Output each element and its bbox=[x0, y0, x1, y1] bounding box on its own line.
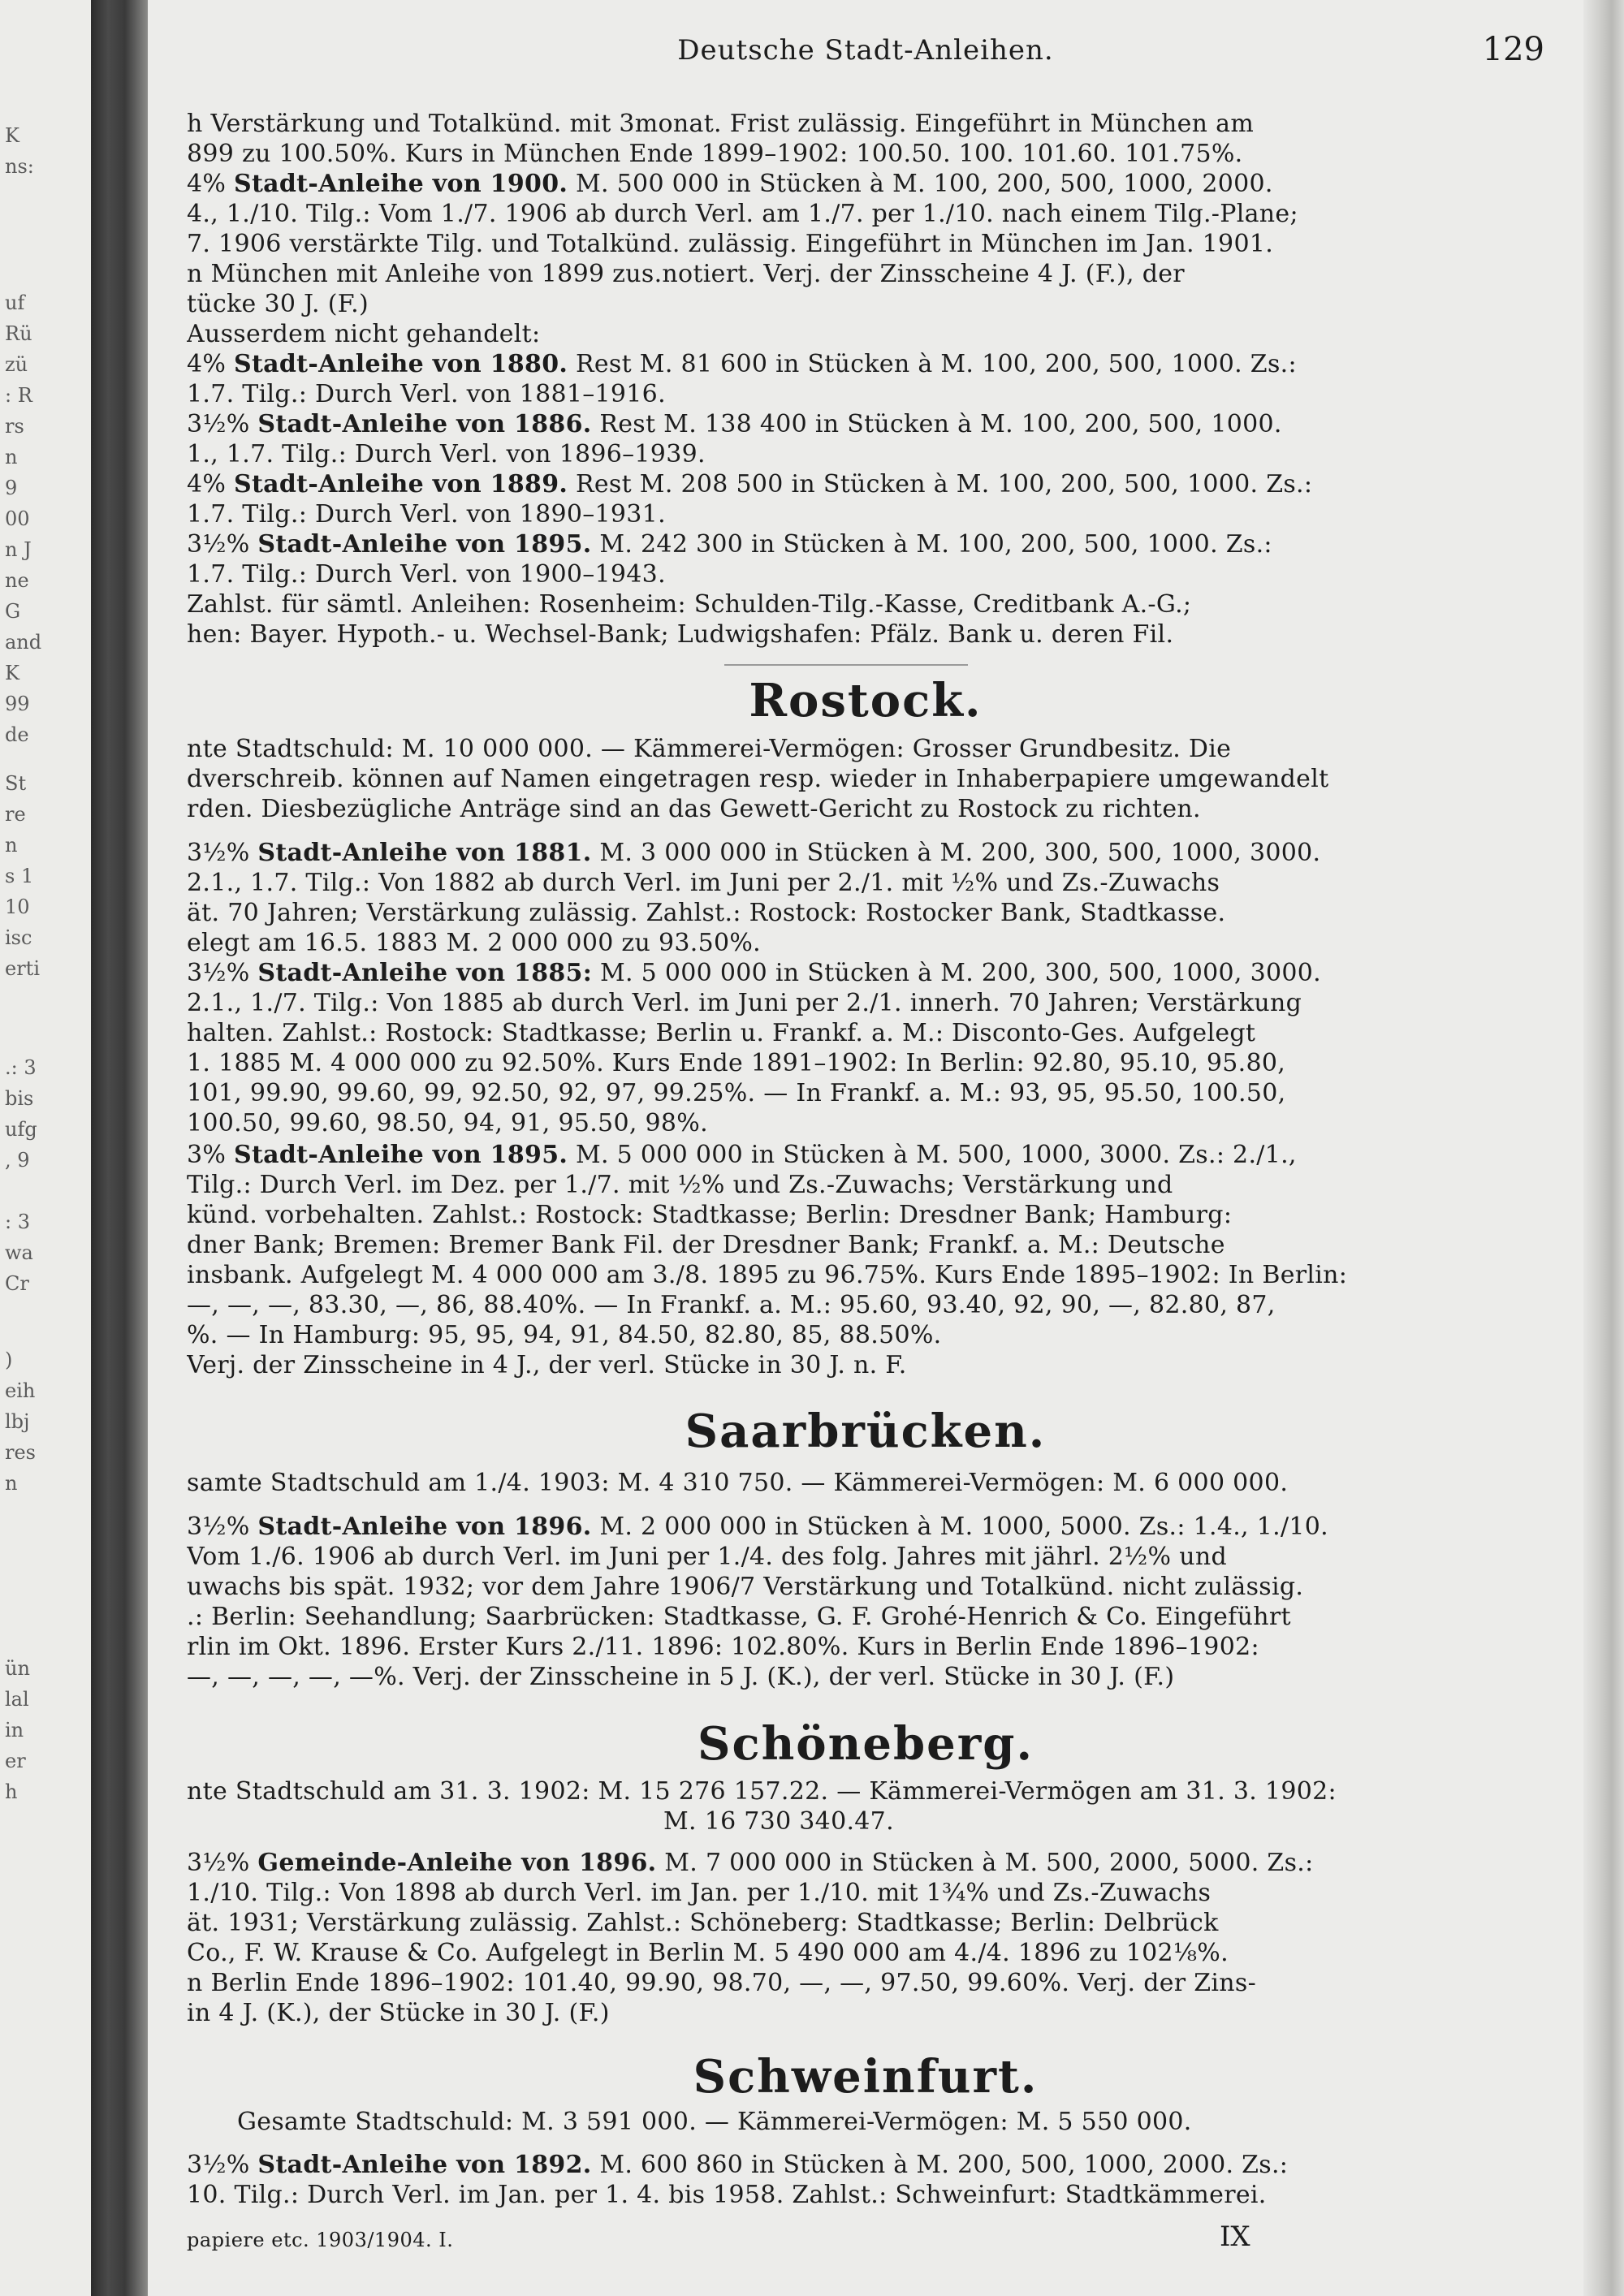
facing-page-text: 00 bbox=[5, 507, 30, 530]
signature-mark: IX bbox=[1220, 2220, 1250, 2253]
interest-rate: 3½% bbox=[187, 1849, 258, 1877]
facing-page-text: er bbox=[5, 1750, 26, 1772]
text-line: elegt am 16.5. 1883 M. 2 000 000 zu 93.50%. bbox=[187, 929, 762, 957]
text-line: 4., 1./10. Tilg.: Vom 1./7. 1906 ab durch Verl. am 1./7. per 1./10. nach einem Tilg.-Plane; bbox=[187, 200, 1298, 228]
text-line: halten. Zahlst.: Rostock: Stadtkasse; Berlin u. Frankf. a. M.: Disconto-Ges. Aufgelegt bbox=[187, 1019, 1256, 1047]
facing-page-text: and bbox=[5, 631, 42, 654]
facing-page-text: Cr bbox=[5, 1272, 29, 1295]
bond-details: M. 2 000 000 in Stücken à M. 1000, 5000. Zs.: 1.4., 1./10. bbox=[591, 1513, 1328, 1541]
facing-page-text: 99 bbox=[5, 693, 30, 715]
interest-rate: 3½% bbox=[187, 959, 258, 987]
section-heading-schweinfurt: Schweinfurt. bbox=[693, 2050, 1039, 2104]
text-line: n München mit Anleihe von 1899 zus.notiert. Verj. der Zinsscheine 4 J. (F.), der bbox=[187, 260, 1185, 288]
text-line: 1. 1885 M. 4 000 000 zu 92.50%. Kurs Ende 1891–1902: In Berlin: 92.80, 95.10, 95.80, bbox=[187, 1049, 1286, 1077]
text-line: in 4 J. (K.), der Stücke in 30 J. (F.) bbox=[187, 1999, 610, 2027]
text-line: %. — In Hamburg: 95, 95, 94, 91, 84.50, 82.80, 85, 88.50%. bbox=[187, 1321, 942, 1349]
running-title: Deutsche Stadt-Anleihen. bbox=[677, 34, 1054, 67]
text-line: Verj. der Zinsscheine in 4 J., der verl. Stücke in 30 J. n. F. bbox=[187, 1351, 907, 1379]
text-line: 2.1., 1./7. Tilg.: Von 1885 ab durch Verl. im Juni per 2./1. innerh. 70 Jahren; Verstärkung bbox=[187, 989, 1302, 1017]
book-page bbox=[148, 0, 1583, 2296]
section-heading-saarbruecken: Saarbrücken. bbox=[685, 1405, 1047, 1458]
bond-entry-line bbox=[187, 349, 1437, 379]
text-line: hen: Bayer. Hypoth.- u. Wechsel-Bank; Ludwigshafen: Pfälz. Bank u. deren Fil. bbox=[187, 620, 1174, 649]
footer-imprint: papiere etc. 1903/1904. I. bbox=[187, 2229, 454, 2251]
bond-entry-line bbox=[187, 1848, 1437, 1878]
facing-page-text: ) bbox=[5, 1349, 13, 1371]
facing-page-text: res bbox=[5, 1441, 36, 1464]
interest-rate: 4% bbox=[187, 470, 235, 498]
facing-page-text: ne bbox=[5, 569, 29, 592]
text-line: rden. Diesbezügliche Anträge sind an das Gewett-Gericht zu Rostock zu richten. bbox=[187, 795, 1201, 823]
text-line: tücke 30 J. (F.) bbox=[187, 290, 369, 318]
bond-entry-line bbox=[187, 1512, 1437, 1542]
facing-page-text: : R bbox=[5, 384, 32, 407]
text-line: M. 16 730 340.47. bbox=[663, 1807, 894, 1836]
facing-page-text: s 1 bbox=[5, 865, 34, 887]
facing-page-text: : 3 bbox=[5, 1211, 30, 1233]
facing-page-text: K bbox=[5, 662, 19, 684]
text-line: dner Bank; Bremen: Bremer Bank Fil. der Dresdner Bank; Frankf. a. M.: Deutsche bbox=[187, 1231, 1225, 1259]
bond-details: M. 5 000 000 in Stücken à M. 500, 1000, 3000. Zs.: 2./1., bbox=[568, 1141, 1297, 1169]
section-rule bbox=[724, 664, 968, 666]
bond-title: Stadt-Anleihe von 1885: bbox=[257, 959, 593, 987]
text-line: rlin im Okt. 1896. Erster Kurs 2./11. 1896: 102.80%. Kurs in Berlin Ende 1896–1902: bbox=[187, 1633, 1259, 1661]
text-line: 10. Tilg.: Durch Verl. im Jan. per 1. 4. bis 1958. Zahlst.: Schweinfurt: Stadtkämmerei. bbox=[187, 2181, 1267, 2209]
text-line: 1.7. Tilg.: Durch Verl. von 1900–1943. bbox=[187, 560, 666, 589]
bond-title: Stadt-Anleihe von 1895. bbox=[257, 530, 592, 559]
interest-rate: 3½% bbox=[187, 1513, 258, 1541]
interest-rate: 4% bbox=[187, 350, 235, 378]
interest-rate: 3% bbox=[187, 1141, 235, 1169]
bond-entry-line bbox=[187, 2150, 1437, 2180]
text-line: n Berlin Ende 1896–1902: 101.40, 99.90, 98.70, —, —, 97.50, 99.60%. Verj. der Zins- bbox=[187, 1969, 1257, 1997]
bond-title: Stadt-Anleihe von 1900. bbox=[234, 170, 568, 198]
facing-page-text: lbj bbox=[5, 1410, 30, 1433]
facing-page-text: 10 bbox=[5, 896, 30, 918]
facing-page-text: n J bbox=[5, 538, 32, 561]
text-line: h Verstärkung und Totalkünd. mit 3monat. Frist zulässig. Eingeführt in München am bbox=[187, 110, 1255, 138]
bond-details: M. 7 000 000 in Stücken à M. 500, 2000, 5000. Zs.: bbox=[656, 1849, 1314, 1877]
facing-page-text: de bbox=[5, 723, 29, 746]
text-line: 2.1., 1.7. Tilg.: Von 1882 ab durch Verl. im Juni per 2./1. mit ½% und Zs.-Zuwachs bbox=[187, 869, 1220, 897]
text-line: ät. 70 Jahren; Verstärkung zulässig. Zahlst.: Rostock: Rostocker Bank, Stadtkasse. bbox=[187, 899, 1226, 927]
facing-page-text: K bbox=[5, 124, 19, 147]
facing-page-text: .: 3 bbox=[5, 1056, 37, 1079]
text-line: 1., 1.7. Tilg.: Durch Verl. von 1896–1939. bbox=[187, 440, 706, 468]
text-line: —, —, —, —, —%. Verj. der Zinsscheine in 5 J. (K.), der verl. Stücke in 30 J. (F.) bbox=[187, 1663, 1175, 1691]
text-line: .: Berlin: Seehandlung; Saarbrücken: Stadtkasse, G. F. Grohé-Henrich & Co. Eingeführt bbox=[187, 1603, 1291, 1631]
bond-title: Stadt-Anleihe von 1889. bbox=[234, 470, 568, 498]
bond-entry-line bbox=[187, 469, 1437, 499]
text-line: dverschreib. können auf Namen eingetragen resp. wieder in Inhaberpapiere umgewandelt bbox=[187, 765, 1329, 793]
bond-details: Rest M. 81 600 in Stücken à M. 100, 200, 500, 1000. Zs.: bbox=[568, 350, 1297, 378]
interest-rate: 3½% bbox=[187, 410, 258, 438]
text-line: Zahlst. für sämtl. Anleihen: Rosenheim: Schulden-Tilg.-Kasse, Creditbank A.-G.; bbox=[187, 590, 1192, 619]
interest-rate: 3½% bbox=[187, 839, 258, 867]
text-line: 7. 1906 verstärkte Tilg. und Totalkünd. zulässig. Eingeführt in München im Jan. 1901. bbox=[187, 230, 1274, 258]
bond-entry-line bbox=[187, 1140, 1437, 1170]
text-line: uwachs bis spät. 1932; vor dem Jahre 1906/7 Verstärkung und Totalkünd. nicht zulässig. bbox=[187, 1573, 1304, 1601]
text-line: Tilg.: Durch Verl. im Dez. per 1./7. mit ½% und Zs.-Zuwachs; Verstärkung und bbox=[187, 1171, 1173, 1199]
text-line: nte Stadtschuld: M. 10 000 000. — Kämmerei-Vermögen: Grosser Grundbesitz. Die bbox=[187, 735, 1232, 763]
interest-rate: 3½% bbox=[187, 530, 258, 559]
bond-details: M. 600 860 in Stücken à M. 200, 500, 1000, 2000. Zs.: bbox=[591, 2151, 1289, 2179]
text-line: insbank. Aufgelegt M. 4 000 000 am 3./8. 1895 zu 96.75%. Kurs Ende 1895–1902: In Berlin: bbox=[187, 1261, 1348, 1289]
facing-page-text: St bbox=[5, 772, 27, 795]
bond-entry-line bbox=[187, 409, 1437, 439]
facing-page-text: lal bbox=[5, 1688, 29, 1711]
text-line: nte Stadtschuld am 31. 3. 1902: M. 15 276 157.22. — Kämmerei-Vermögen am 31. 3. 1902: bbox=[187, 1777, 1337, 1806]
facing-page-text: n bbox=[5, 446, 18, 468]
bond-details: M. 500 000 in Stücken à M. 100, 200, 500, 1000, 2000. bbox=[568, 170, 1273, 198]
facing-page-text: ns: bbox=[5, 155, 34, 178]
facing-page-text: zü bbox=[5, 353, 28, 376]
text-line: 899 zu 100.50%. Kurs in München Ende 1899–1902: 100.50. 100. 101.60. 101.75%. bbox=[187, 140, 1243, 168]
bond-title: Gemeinde-Anleihe von 1896. bbox=[257, 1849, 657, 1877]
facing-page-text: wa bbox=[5, 1241, 33, 1264]
facing-page-text: re bbox=[5, 803, 26, 826]
facing-page-text: in bbox=[5, 1719, 24, 1741]
interest-rate: 3½% bbox=[187, 2151, 258, 2179]
bond-title: Stadt-Anleihe von 1881. bbox=[257, 839, 592, 867]
running-head bbox=[148, 31, 1583, 68]
text-line: —, —, —, 83.30, —, 86, 88.40%. — In Frankf. a. M.: 95.60, 93.40, 92, 90, —, 82.80, 87, bbox=[187, 1291, 1276, 1319]
bond-entry-line bbox=[187, 529, 1437, 559]
text-line: Co., F. W. Krause & Co. Aufgelegt in Berlin M. 5 490 000 am 4./4. 1896 zu 102⅛%. bbox=[187, 1939, 1229, 1967]
bond-details: M. 5 000 000 in Stücken à M. 200, 300, 500, 1000, 3000. bbox=[592, 959, 1321, 987]
text-line: Gesamte Stadtschuld: M. 3 591 000. — Kämmerei-Vermögen: M. 5 550 000. bbox=[237, 2108, 1192, 2136]
facing-page-text: isc bbox=[5, 926, 32, 949]
text-line: Ausserdem nicht gehandelt: bbox=[187, 320, 541, 348]
text-line: 100.50, 99.60, 98.50, 94, 91, 95.50, 98%. bbox=[187, 1109, 708, 1137]
page-edge bbox=[1583, 0, 1624, 2296]
bond-details: M. 3 000 000 in Stücken à M. 200, 300, 500, 1000, 3000. bbox=[591, 839, 1321, 867]
facing-page-text: 9 bbox=[5, 477, 18, 499]
facing-page-text: ufg bbox=[5, 1118, 37, 1141]
facing-page-text: bis bbox=[5, 1087, 34, 1110]
bond-entry-line bbox=[187, 958, 1437, 988]
bond-details: Rest M. 138 400 in Stücken à M. 100, 200, 500, 1000. bbox=[591, 410, 1282, 438]
text-line: Vom 1./6. 1906 ab durch Verl. im Juni per 1./4. des folg. Jahres mit jährl. 2½% und bbox=[187, 1543, 1227, 1571]
facing-page-text: n bbox=[5, 834, 18, 857]
bond-title: Stadt-Anleihe von 1895. bbox=[234, 1141, 568, 1169]
text-line: 1.7. Tilg.: Durch Verl. von 1881–1916. bbox=[187, 380, 666, 408]
facing-page-text: eih bbox=[5, 1379, 36, 1402]
facing-page-text: h bbox=[5, 1780, 18, 1803]
facing-page-text: n bbox=[5, 1472, 18, 1495]
text-line: ät. 1931; Verstärkung zulässig. Zahlst.: Schöneberg: Stadtkasse; Berlin: Delbrück bbox=[187, 1909, 1219, 1937]
facing-page-text: G bbox=[5, 600, 21, 623]
bond-title: Stadt-Anleihe von 1892. bbox=[257, 2151, 592, 2179]
facing-page-text: Rü bbox=[5, 322, 32, 345]
page-number: 129 bbox=[1482, 31, 1544, 68]
facing-page-text: , 9 bbox=[5, 1149, 30, 1172]
bond-title: Stadt-Anleihe von 1886. bbox=[257, 410, 592, 438]
facing-page-text: ün bbox=[5, 1657, 30, 1680]
bond-entry-line bbox=[187, 838, 1437, 868]
facing-page-text: rs bbox=[5, 415, 24, 438]
bond-title: Stadt-Anleihe von 1880. bbox=[234, 350, 568, 378]
text-line: 1./10. Tilg.: Von 1898 ab durch Verl. im Jan. per 1./10. mit 1¾% und Zs.-Zuwachs bbox=[187, 1879, 1212, 1907]
facing-page-fragment bbox=[0, 0, 91, 2296]
bond-details: M. 242 300 in Stücken à M. 100, 200, 500, 1000. Zs.: bbox=[591, 530, 1272, 559]
interest-rate: 4% bbox=[187, 170, 235, 198]
section-heading-rostock: Rostock. bbox=[749, 674, 983, 727]
text-line: 101, 99.90, 99.60, 99, 92.50, 92, 97, 99.25%. — In Frankf. a. M.: 93, 95, 95.50, 100.50, bbox=[187, 1079, 1286, 1107]
facing-page-text: erti bbox=[5, 957, 40, 980]
book-spine-shadow bbox=[91, 0, 148, 2296]
text-line: samte Stadtschuld am 1./4. 1903: M. 4 310 750. — Kämmerei-Vermögen: M. 6 000 000. bbox=[187, 1469, 1289, 1497]
facing-page-text: uf bbox=[5, 291, 25, 314]
bond-title: Stadt-Anleihe von 1896. bbox=[257, 1513, 592, 1541]
bond-entry-line bbox=[187, 169, 1437, 199]
text-line: 1.7. Tilg.: Durch Verl. von 1890–1931. bbox=[187, 500, 666, 529]
bond-details: Rest M. 208 500 in Stücken à M. 100, 200, 500, 1000. Zs.: bbox=[568, 470, 1313, 498]
text-line: künd. vorbehalten. Zahlst.: Rostock: Stadtkasse; Berlin: Dresdner Bank; Hamburg: bbox=[187, 1201, 1233, 1229]
section-heading-schoeneberg: Schöneberg. bbox=[698, 1717, 1034, 1771]
